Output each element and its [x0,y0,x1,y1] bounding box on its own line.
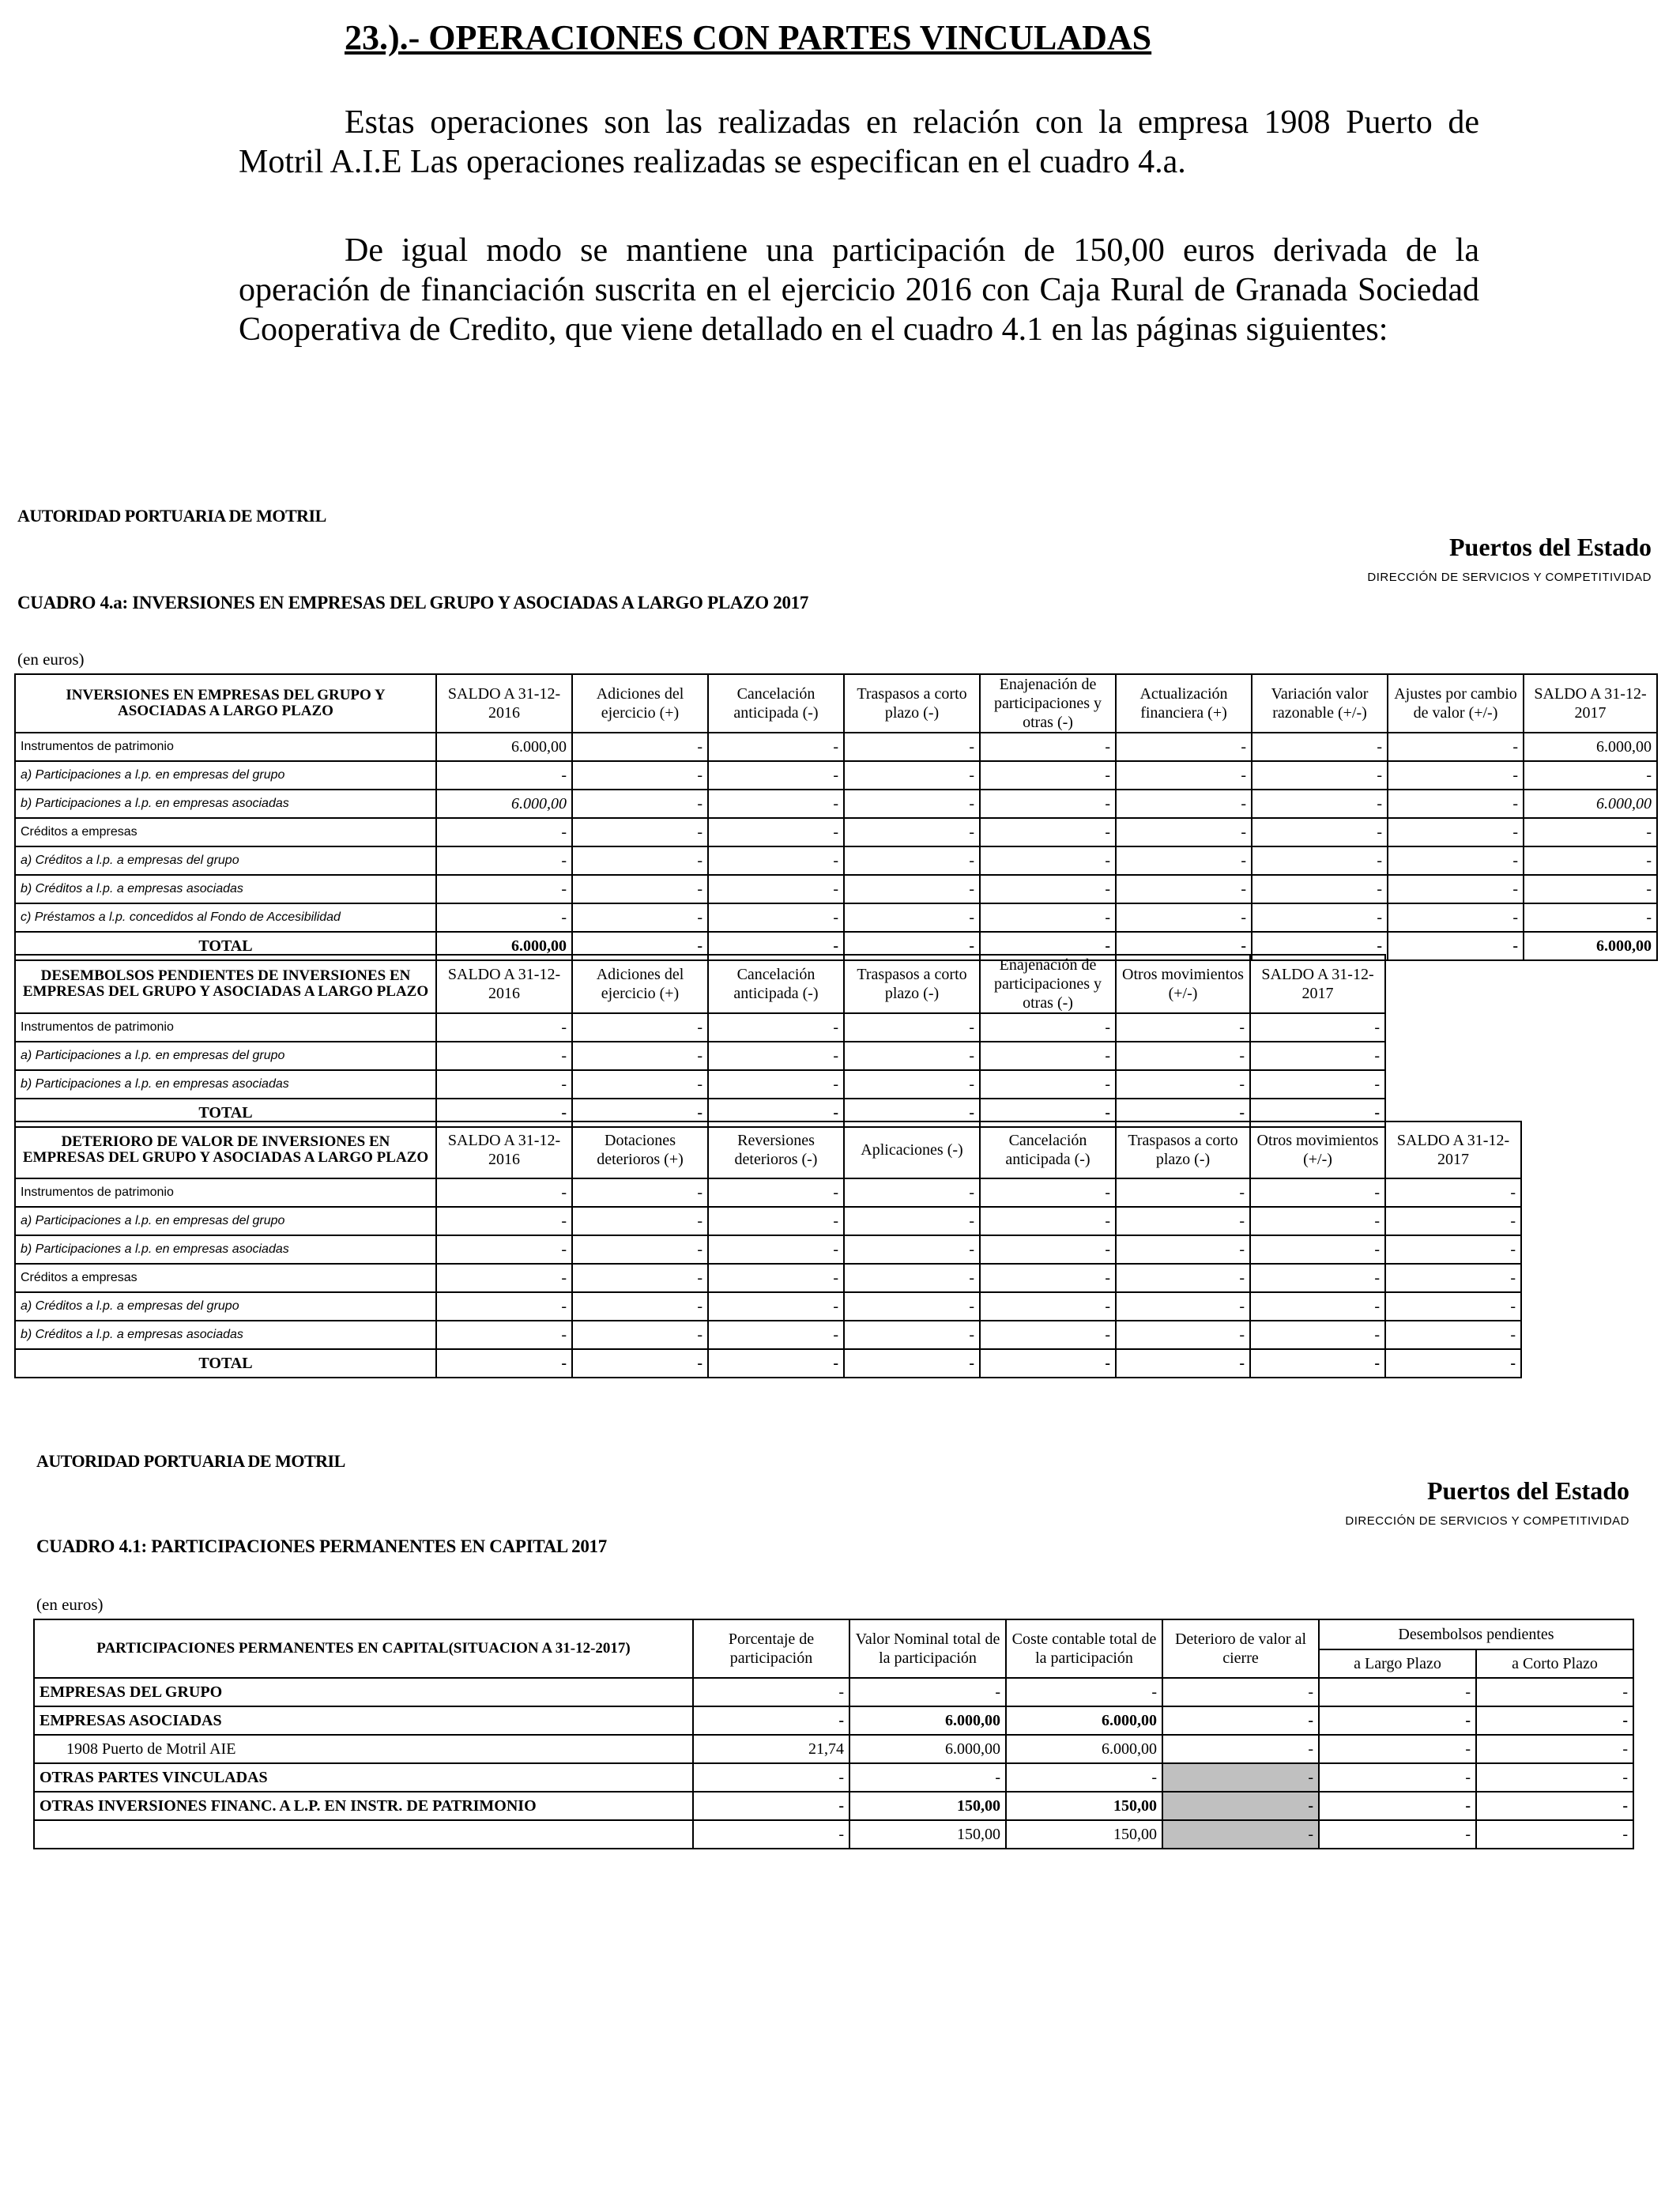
intro-paragraph: Estas operaciones son las realizadas en relación con la empresa 1908 Puerto de Motril A.I.E Las operaciones realizadas se especifican en el cuadro 4.a. [239,104,1479,180]
value-cell: - [1250,1292,1385,1321]
total-value: - [436,1099,572,1127]
direction-subtitle: DIRECCIÓN DE SERVICIOS Y COMPETITIVIDAD [1367,571,1652,584]
total-value: - [980,1349,1116,1378]
value-cell: - [980,1264,1116,1292]
column-header: Enajenación de participaciones y otras (-) [980,955,1116,1013]
total-value: - [980,932,1116,960]
row-label: Instrumentos de patrimonio [15,733,436,761]
value-cell: 6.000,00 [849,1706,1006,1735]
column-header: Actualización financiera (+) [1116,674,1252,733]
value-cell: - [708,846,844,875]
value-cell: - [1116,846,1252,875]
value-cell: - [436,846,572,875]
table-row [15,1292,1521,1321]
column-header: Otros movimientos (+/-) [1116,955,1250,1013]
value-cell: - [1006,1678,1162,1706]
value-cell: - [1252,818,1388,846]
value-cell: - [1319,1735,1476,1763]
value-cell: - [1476,1820,1633,1849]
value-cell: - [844,1235,980,1264]
value-cell: - [1476,1763,1633,1792]
column-header: Enajenación de participaciones y otras (-) [980,674,1116,733]
column-header: Adiciones del ejercicio (+) [572,955,708,1013]
value-cell: 150,00 [1006,1792,1162,1820]
value-cell: - [1388,733,1524,761]
row-label: b) Participaciones a l.p. en empresas asociadas [15,790,436,818]
total-value: - [1252,932,1388,960]
value-cell: - [1250,1013,1385,1042]
row-label: OTRAS INVERSIONES FINANC. A L.P. EN INSTR. DE PATRIMONIO [34,1792,693,1820]
table-row [34,1735,1633,1763]
row-label: a) Participaciones a l.p. en empresas del grupo [15,761,436,790]
desembolsos-table [14,954,1386,1128]
total-value: - [1250,1349,1385,1378]
column-header: Porcentaje de participación [693,1619,849,1678]
value-cell: - [844,733,980,761]
value-cell: - [436,1321,572,1349]
participaciones-table [33,1619,1634,1849]
value-cell: - [572,1321,708,1349]
value-cell: - [1250,1207,1385,1235]
value-cell: 21,74 [693,1735,849,1763]
table-row [15,1207,1521,1235]
value-cell: - [980,1042,1116,1070]
value-cell: - [1385,1235,1521,1264]
table-row [34,1706,1633,1735]
value-cell: - [1319,1706,1476,1735]
row-label: Créditos a empresas [15,1264,436,1292]
column-header: SALDO A 31-12-2017 [1385,1122,1521,1178]
total-value: - [436,1349,572,1378]
row-label: a) Créditos a l.p. a empresas del grupo [15,846,436,875]
value-cell: - [1162,1792,1319,1820]
value-cell: - [980,761,1116,790]
total-value: - [1116,1349,1250,1378]
column-header: DESEMBOLSOS PENDIENTES DE INVERSIONES EN EMPRESAS DEL GRUPO Y ASOCIADAS A LARGO PLAZO [15,955,436,1013]
value-cell: - [1162,1735,1319,1763]
row-label: a) Participaciones a l.p. en empresas del grupo [15,1042,436,1070]
value-cell: - [1006,1763,1162,1792]
value-cell: - [1476,1792,1633,1820]
value-cell: - [708,1235,844,1264]
total-value: - [844,1099,980,1127]
column-header: Traspasos a corto plazo (-) [844,955,980,1013]
value-cell: 6.000,00 [1006,1735,1162,1763]
column-header: a Largo Plazo [1319,1649,1476,1678]
value-cell: 6.000,00 [436,790,572,818]
value-cell: - [1252,903,1388,932]
value-cell: - [980,818,1116,846]
column-header: SALDO A 31-12-2016 [436,1122,572,1178]
table-title: CUADRO 4.a: INVERSIONES EN EMPRESAS DEL GRUPO Y ASOCIADAS A LARGO PLAZO 2017 [17,593,809,613]
value-cell: - [1385,1207,1521,1235]
value-cell: - [1162,1678,1319,1706]
total-row [15,1349,1521,1378]
table-row [15,846,1657,875]
header-row [15,955,1385,1013]
value-cell: - [1250,1321,1385,1349]
value-cell: - [572,1292,708,1321]
value-cell: - [708,1178,844,1207]
value-cell: - [849,1678,1006,1706]
total-label: TOTAL [15,1349,436,1378]
value-cell: 150,00 [849,1820,1006,1849]
value-cell: - [844,903,980,932]
value-cell: - [1116,1042,1250,1070]
value-cell: - [1524,903,1657,932]
row-label: b) Participaciones a l.p. en empresas asociadas [15,1235,436,1264]
value-cell: - [1116,790,1252,818]
value-cell: - [844,1013,980,1042]
value-cell: 150,00 [1006,1820,1162,1849]
value-cell: - [572,790,708,818]
org-name: AUTORIDAD PORTUARIA DE MOTRIL [17,506,326,526]
value-cell: - [1116,1207,1250,1235]
column-header: Ajustes por cambio de valor (+/-) [1388,674,1524,733]
value-cell: - [844,818,980,846]
value-cell: - [708,733,844,761]
org-name: AUTORIDAD PORTUARIA DE MOTRIL [36,1451,345,1471]
value-cell: - [436,818,572,846]
total-value: - [844,932,980,960]
value-cell: - [1385,1178,1521,1207]
value-cell: - [1476,1678,1633,1706]
value-cell: - [708,818,844,846]
table-row [15,1264,1521,1292]
header-row [34,1619,1633,1649]
row-label [34,1820,693,1849]
value-cell: - [980,1292,1116,1321]
column-header: Traspasos a corto plazo (-) [1116,1122,1250,1178]
total-value: - [572,1349,708,1378]
value-cell: - [980,1070,1116,1099]
value-cell: - [708,875,844,903]
value-cell: - [1388,903,1524,932]
column-header: SALDO A 31-12-2016 [436,674,572,733]
units-label: (en euros) [17,650,85,669]
value-cell: - [1388,818,1524,846]
value-cell: - [1385,1264,1521,1292]
deterioro-table [14,1121,1522,1378]
value-cell: - [436,1013,572,1042]
value-cell: - [844,1178,980,1207]
table-row [15,733,1657,761]
column-header: Desembolsos pendientes [1319,1619,1633,1649]
value-cell: - [1116,875,1252,903]
value-cell: - [980,846,1116,875]
value-cell: - [436,1207,572,1235]
direction-subtitle: DIRECCIÓN DE SERVICIOS Y COMPETITIVIDAD [1345,1514,1629,1528]
column-header: SALDO A 31-12-2017 [1524,674,1657,733]
value-cell: - [708,1264,844,1292]
table-row [15,1070,1385,1099]
value-cell: - [708,1070,844,1099]
value-cell: - [844,1264,980,1292]
value-cell: - [572,1207,708,1235]
row-label: b) Créditos a l.p. a empresas asociadas [15,1321,436,1349]
column-header: DETERIORO DE VALOR DE INVERSIONES EN EMPRESAS DEL GRUPO Y ASOCIADAS A LARGO PLAZO [15,1122,436,1178]
value-cell: - [1524,875,1657,903]
column-header: a Corto Plazo [1476,1649,1633,1678]
value-cell: - [1250,1235,1385,1264]
units-label: (en euros) [36,1595,104,1614]
value-cell: - [1116,1235,1250,1264]
row-label: c) Préstamos a l.p. concedidos al Fondo de Accesibilidad [15,903,436,932]
value-cell: - [1319,1763,1476,1792]
value-cell: - [980,733,1116,761]
value-cell: - [1250,1264,1385,1292]
value-cell: - [436,1292,572,1321]
column-header: Aplicaciones (-) [844,1122,980,1178]
total-value: - [980,1099,1116,1127]
row-label: b) Participaciones a l.p. en empresas asociadas [15,1070,436,1099]
value-cell: 6.000,00 [436,733,572,761]
total-value: 6.000,00 [436,932,572,960]
value-cell: - [1116,1178,1250,1207]
value-cell: - [708,1321,844,1349]
column-header: INVERSIONES EN EMPRESAS DEL GRUPO Y ASOCIADAS A LARGO PLAZO [15,674,436,733]
column-header: Adiciones del ejercicio (+) [572,674,708,733]
column-header: Otros movimientos (+/-) [1250,1122,1385,1178]
value-cell: - [844,790,980,818]
value-cell: - [980,1178,1116,1207]
total-value: - [1116,1099,1250,1127]
value-cell: - [693,1792,849,1820]
value-cell: - [980,1235,1116,1264]
value-cell: - [693,1820,849,1849]
column-header: Valor Nominal total de la participación [849,1619,1006,1678]
column-header: Deterioro de valor al cierre [1162,1619,1319,1678]
total-value: - [1250,1099,1385,1127]
total-value: - [708,1349,844,1378]
column-header: Cancelación anticipada (-) [708,674,844,733]
value-cell: - [844,1207,980,1235]
value-cell: - [1252,761,1388,790]
value-cell: - [1162,1706,1319,1735]
column-header: Variación valor razonable (+/-) [1252,674,1388,733]
column-header: Dotaciones deterioros (+) [572,1122,708,1178]
brand-title: Puertos del Estado [1427,1476,1629,1505]
value-cell: - [844,846,980,875]
header-row [15,674,1657,733]
value-cell: - [1116,1321,1250,1349]
value-cell: - [980,1321,1116,1349]
value-cell: - [572,1178,708,1207]
total-value: 6.000,00 [1524,932,1657,960]
value-cell: - [1476,1735,1633,1763]
column-header: Coste contable total de la participación [1006,1619,1162,1678]
value-cell: 6.000,00 [1524,790,1657,818]
value-cell: - [708,1292,844,1321]
value-cell: - [436,1264,572,1292]
value-cell: 6.000,00 [1006,1706,1162,1735]
total-value: - [1116,932,1252,960]
total-label: TOTAL [15,1099,436,1127]
column-header: Reversiones deterioros (-) [708,1122,844,1178]
value-cell: - [436,903,572,932]
row-label: a) Créditos a l.p. a empresas del grupo [15,1292,436,1321]
value-cell: - [1116,1013,1250,1042]
value-cell: - [1388,761,1524,790]
value-cell: 6.000,00 [1524,733,1657,761]
financing-paragraph: De igual modo se mantiene una participación de 150,00 euros derivada de la operación de financiación suscrita en el ejercicio 2016 con Caja Rural de Granada Sociedad Cooperativa de Credito, que viene detallado en el cuadro 4.1 en las páginas siguientes: [239,232,1479,348]
value-cell: - [1116,733,1252,761]
value-cell: - [572,1042,708,1070]
value-cell: - [980,875,1116,903]
value-cell: - [1252,733,1388,761]
value-cell: - [572,733,708,761]
value-cell: - [572,875,708,903]
value-cell: - [1116,761,1252,790]
value-cell: - [572,761,708,790]
value-cell: - [1476,1706,1633,1735]
value-cell: - [1388,875,1524,903]
value-cell: - [1162,1763,1319,1792]
total-value: - [572,932,708,960]
value-cell: - [693,1706,849,1735]
table-row [15,818,1657,846]
value-cell: - [1250,1070,1385,1099]
row-label: Instrumentos de patrimonio [15,1013,436,1042]
value-cell: - [708,1013,844,1042]
column-header: Cancelación anticipada (-) [980,1122,1116,1178]
value-cell: 6.000,00 [849,1735,1006,1763]
value-cell: - [436,875,572,903]
row-label: b) Créditos a l.p. a empresas asociadas [15,875,436,903]
row-label: 1908 Puerto de Motril AIE [34,1735,693,1763]
value-cell: - [693,1763,849,1792]
column-header: PARTICIPACIONES PERMANENTES EN CAPITAL(SITUACION A 31-12-2017) [34,1619,693,1678]
table-row [34,1820,1633,1849]
value-cell: - [572,1235,708,1264]
table-row [15,1235,1521,1264]
value-cell: - [980,1013,1116,1042]
value-cell: - [1524,761,1657,790]
value-cell: - [1319,1792,1476,1820]
value-cell: - [572,1070,708,1099]
value-cell: - [572,903,708,932]
table-title: CUADRO 4.1: PARTICIPACIONES PERMANENTES EN CAPITAL 2017 [36,1536,607,1556]
table-row [15,1321,1521,1349]
value-cell: - [436,1178,572,1207]
table-row [34,1678,1633,1706]
row-label: EMPRESAS ASOCIADAS [34,1706,693,1735]
value-cell: - [844,761,980,790]
column-header: Cancelación anticipada (-) [708,955,844,1013]
value-cell: - [1388,790,1524,818]
table-row [34,1792,1633,1820]
value-cell: - [1252,846,1388,875]
value-cell: - [980,1207,1116,1235]
value-cell: - [1319,1820,1476,1849]
inversiones-table [14,673,1658,961]
section-heading: 23.).- OPERACIONES CON PARTES VINCULADAS [345,18,1152,57]
value-cell: - [849,1763,1006,1792]
value-cell: - [1116,1264,1250,1292]
row-label: Instrumentos de patrimonio [15,1178,436,1207]
table-row [15,790,1657,818]
brand-title: Puertos del Estado [1449,533,1652,561]
value-cell: - [1385,1292,1521,1321]
row-label: OTRAS PARTES VINCULADAS [34,1763,693,1792]
column-header: SALDO A 31-12-2017 [1250,955,1385,1013]
value-cell: - [1385,1321,1521,1349]
total-value: - [708,1099,844,1127]
value-cell: - [1319,1678,1476,1706]
value-cell: - [693,1678,849,1706]
value-cell: - [980,903,1116,932]
total-label: TOTAL [15,932,436,960]
table-row [15,875,1657,903]
row-label: a) Participaciones a l.p. en empresas del grupo [15,1207,436,1235]
total-value: - [1385,1349,1521,1378]
value-cell: - [708,1042,844,1070]
value-cell: - [436,1070,572,1099]
header-row [15,1122,1521,1178]
value-cell: - [1116,818,1252,846]
value-cell: - [1524,846,1657,875]
total-value: - [1388,932,1524,960]
value-cell: - [844,1321,980,1349]
column-header: SALDO A 31-12-2016 [436,955,572,1013]
value-cell: - [708,1207,844,1235]
table-row [34,1763,1633,1792]
value-cell: 150,00 [849,1792,1006,1820]
value-cell: - [1116,1070,1250,1099]
total-value: - [572,1099,708,1127]
value-cell: - [1250,1178,1385,1207]
value-cell: - [1524,818,1657,846]
value-cell: - [708,790,844,818]
value-cell: - [1116,903,1252,932]
table-row [15,1042,1385,1070]
table-row [15,903,1657,932]
value-cell: - [844,875,980,903]
value-cell: - [436,761,572,790]
column-header: Traspasos a corto plazo (-) [844,674,980,733]
total-value: - [708,932,844,960]
value-cell: - [1116,1292,1250,1321]
value-cell: - [572,1013,708,1042]
value-cell: - [708,761,844,790]
value-cell: - [436,1235,572,1264]
value-cell: - [708,903,844,932]
value-cell: - [1162,1820,1319,1849]
value-cell: - [844,1292,980,1321]
table-row [15,761,1657,790]
row-label: Créditos a empresas [15,818,436,846]
table-row [15,1178,1521,1207]
value-cell: - [1250,1042,1385,1070]
total-value: - [844,1349,980,1378]
value-cell: - [572,818,708,846]
value-cell: - [436,1042,572,1070]
value-cell: - [980,790,1116,818]
value-cell: - [844,1042,980,1070]
value-cell: - [572,1264,708,1292]
row-label: EMPRESAS DEL GRUPO [34,1678,693,1706]
value-cell: - [844,1070,980,1099]
table-row [15,1013,1385,1042]
value-cell: - [1388,846,1524,875]
value-cell: - [572,846,708,875]
value-cell: - [1252,875,1388,903]
value-cell: - [1252,790,1388,818]
